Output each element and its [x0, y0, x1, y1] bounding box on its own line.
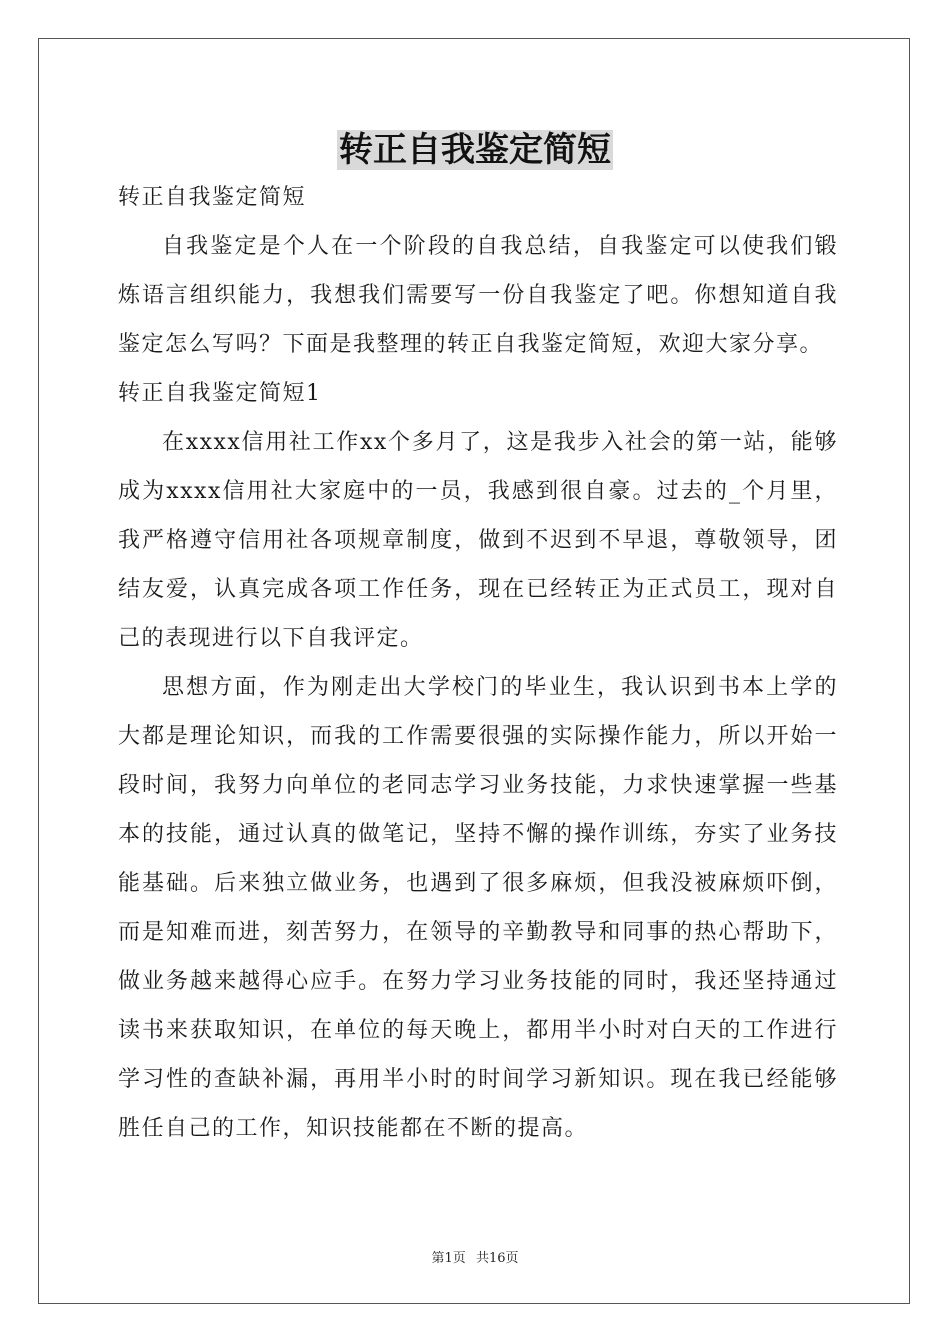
- page-total: 共16页: [475, 1251, 519, 1266]
- document-subtitle: 转正自我鉴定简短: [118, 185, 307, 210]
- document-title-text: 转正自我鉴定简短: [339, 130, 611, 170]
- section-paragraph-1: 在xxxx信用社工作xx个多月了，这是我步入社会的第一站，能够成为xxxx信用社大家庭中的一员，我感到很自豪。过去的_个月里，我严格遵守信用社各项规章制度，做到不迟到不早退，尊敬领导，团结友爱，认真完成各项工作任务，现在已经转正为正式员工，现对自己的表现进行以下自我评定。: [118, 430, 838, 651]
- section-heading: 转正自我鉴定简短1: [118, 381, 322, 406]
- page-number: 第1页: [431, 1251, 466, 1266]
- page-footer: [0, 1247, 950, 1266]
- document-title: [0, 124, 950, 176]
- section-paragraph-2: 思想方面，作为刚走出大学校门的毕业生，我认识到书本上学的大都是理论知识，而我的工作需要很强的实际操作能力，所以开始一段时间，我努力向单位的老同志学习业务技能，力求快速掌握一些基本的技能，通过认真的做笔记，坚持不懈的操作训练，夯实了业务技能基础。后来独立做业务，也遇到了很多麻烦，但我没被麻烦吓倒，而是知难而进，刻苦努力，在领导的辛勤教导和同事的热心帮助下，做业务越来越得心应手。在努力学习业务技能的同时，我还坚持通过读书来获取知识，在单位的每天晚上，都用半小时对白天的工作进行学习性的查缺补漏，再用半小时的时间学习新知识。现在我已经能够胜任自己的工作，知识技能都在不断的提高。: [118, 675, 838, 1141]
- intro-paragraph: 自我鉴定是个人在一个阶段的自我总结，自我鉴定可以使我们锻炼语言组织能力，我想我们需要写一份自我鉴定了吧。你想知道自我鉴定怎么写吗？下面是我整理的转正自我鉴定简短，欢迎大家分享。: [118, 234, 838, 357]
- document-body: [118, 173, 838, 1153]
